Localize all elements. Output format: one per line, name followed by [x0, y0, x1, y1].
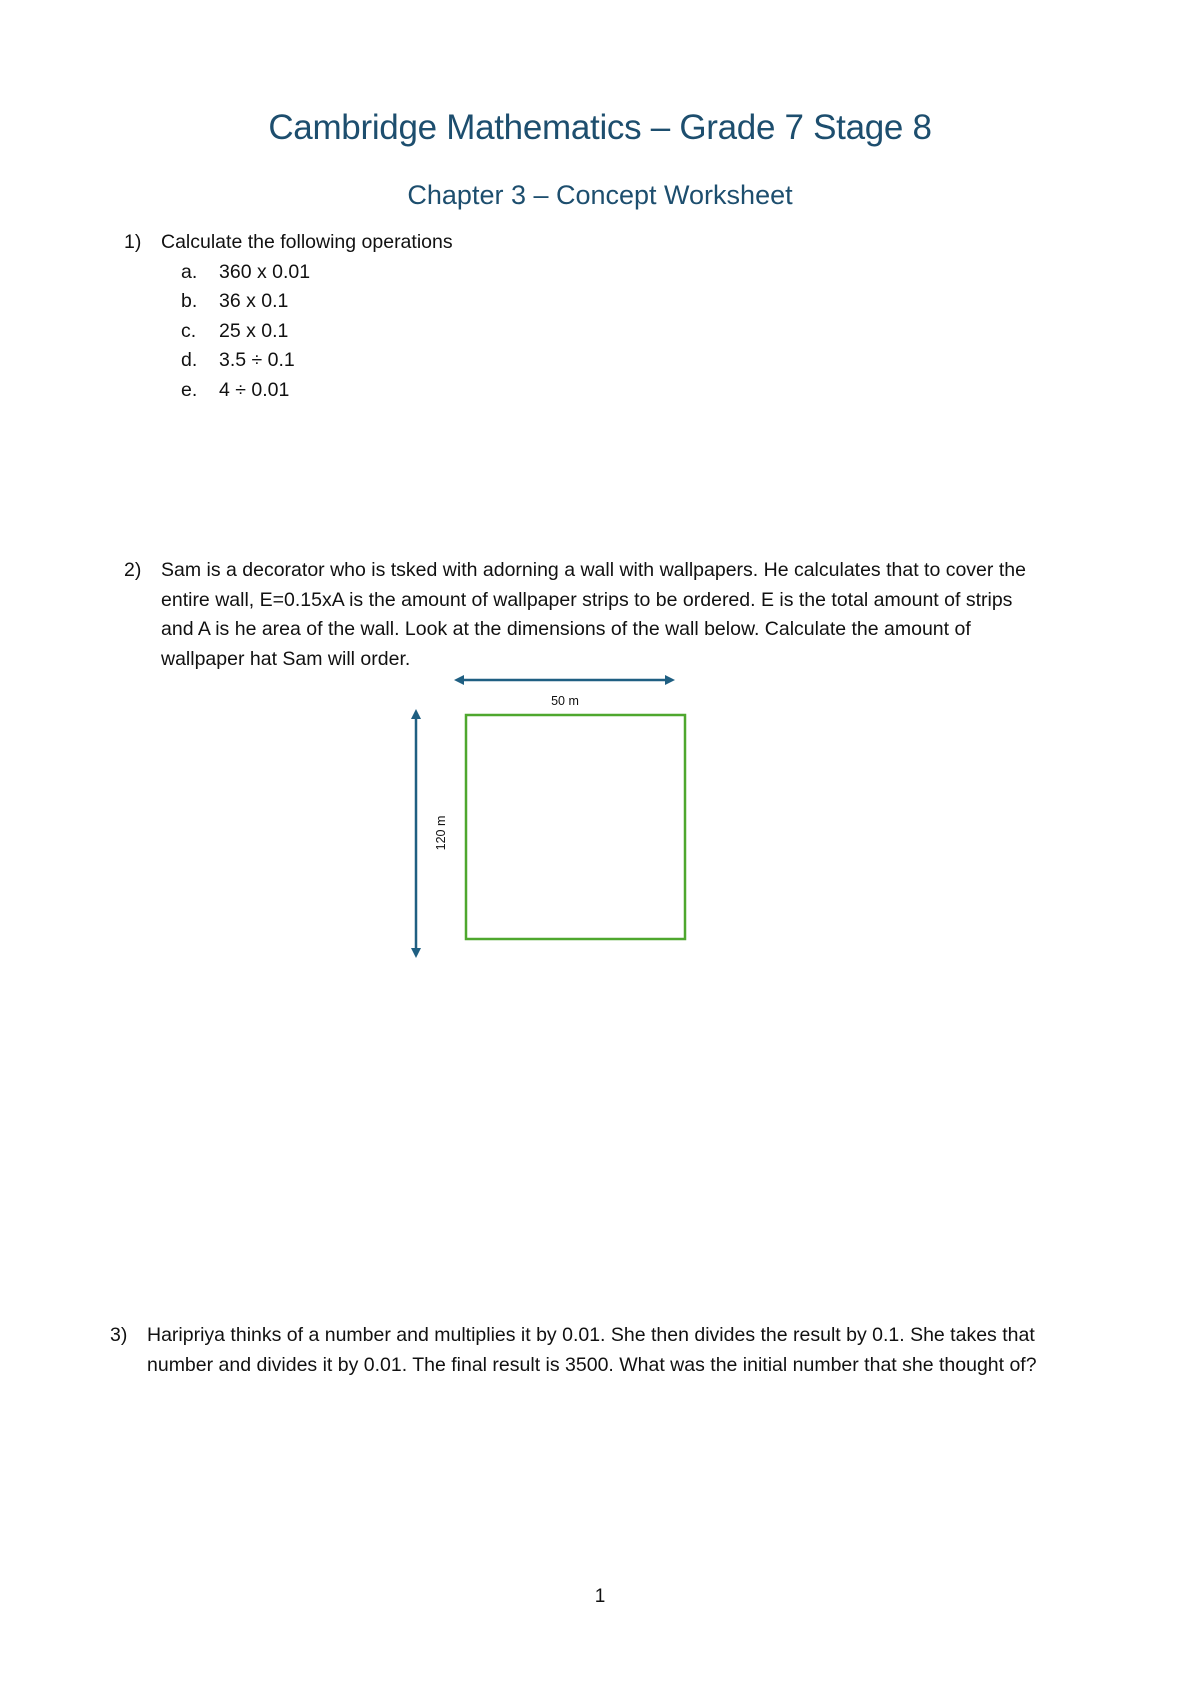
sub-question-letter: d.: [181, 349, 198, 371]
wall-rectangle: [466, 715, 685, 939]
width-label: 50 m: [551, 694, 579, 708]
wall-diagram: [395, 665, 695, 965]
sub-question-expression: 36 x 0.1: [219, 290, 289, 312]
question-text: Haripriya thinks of a number and multiplies it by 0.01. She then divides the result by 0.1. She takes that number and divides it by 0.01. The final result is 3500. What was the initial number that she thought of?: [147, 1324, 1037, 1376]
question-number: 3): [110, 1324, 128, 1346]
sub-question-expression: 4 ÷ 0.01: [219, 378, 290, 401]
sub-question-letter: b.: [181, 290, 198, 312]
sub-question-expression: 3.5 ÷ 0.1: [219, 349, 295, 371]
page-title: Cambridge Mathematics – Grade 7 Stage 8: [268, 108, 932, 147]
question-text: Calculate the following operations: [161, 231, 453, 253]
question-number: 2): [124, 559, 142, 581]
question-text: Sam is a decorator who is tsked with adorning a wall with wallpapers. He calculates that to cover the entire wall, E=0.15xA is the amount of wallpaper strips to be ordered. E is the total amount of strips and A is he area of the wall. Look at the dimensions of the wall below. Calculate the amount of wallpaper hat Sam will order.: [161, 559, 1026, 670]
page-subtitle: Chapter 3 – Concept Worksheet: [407, 180, 793, 210]
page-number: 1: [594, 1586, 606, 1607]
height-label: 120 m: [434, 815, 448, 851]
sub-question-expression: 360 x 0.01: [219, 260, 311, 283]
sub-question-letter: e.: [181, 378, 198, 401]
sub-question-letter: c.: [181, 319, 197, 342]
sub-question-letter: a.: [181, 260, 198, 283]
question-number: 1): [124, 231, 142, 253]
sub-question-expression: 25 x 0.1: [219, 319, 289, 342]
